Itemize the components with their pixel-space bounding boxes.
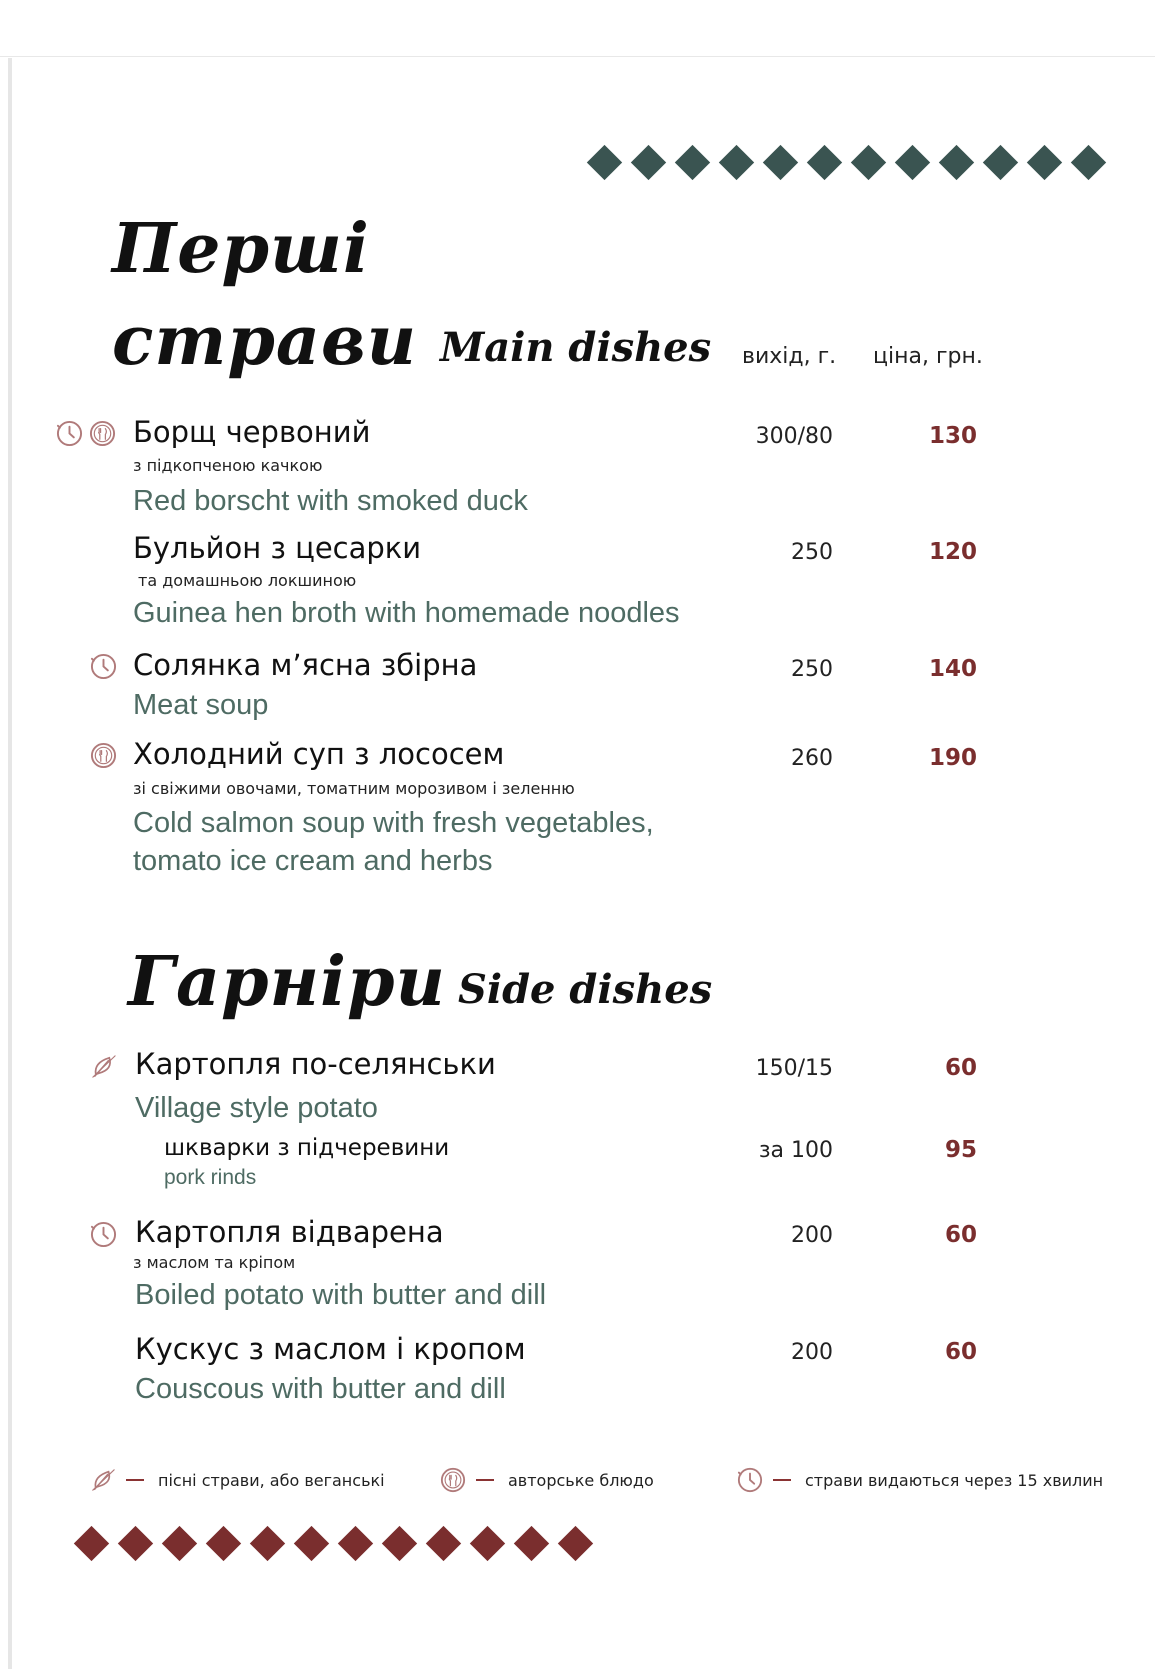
diamond-ornament bbox=[895, 145, 930, 180]
main-section-subtitle: Main dishes bbox=[440, 324, 712, 371]
diamond-ornament bbox=[338, 1526, 373, 1561]
dish-name: Холодний суп з лососем bbox=[133, 737, 505, 771]
dish-price: 60 bbox=[944, 1222, 977, 1248]
clock-icon bbox=[56, 420, 83, 447]
dish-price: 130 bbox=[928, 423, 977, 449]
legend-signature bbox=[440, 1467, 654, 1493]
diamond-ornament bbox=[939, 145, 974, 180]
price-column-header: ціна, грн. bbox=[873, 344, 983, 369]
dish-english-name: Red borscht with smoked duck bbox=[133, 485, 528, 517]
side-section-subtitle: Side dishes bbox=[458, 966, 713, 1013]
diamond-ornament bbox=[587, 145, 622, 180]
dish-english-name-line1: Cold salmon soup with fresh vegetables, bbox=[133, 807, 654, 839]
legend-dash bbox=[126, 1479, 144, 1481]
clock-icon bbox=[90, 1221, 117, 1248]
dish-weight: 300/80 bbox=[755, 424, 833, 449]
dish-price: 60 bbox=[944, 1339, 977, 1365]
legend-text: страви видаються через 15 хвилин bbox=[805, 1470, 1104, 1490]
diamond-ornament bbox=[851, 145, 886, 180]
dish-note: та домашньою локшиною bbox=[138, 571, 357, 590]
top-diamond-border bbox=[592, 150, 1120, 175]
legend-text: пісні страви, або веганські bbox=[158, 1470, 385, 1490]
dish-price: 60 bbox=[944, 1055, 977, 1081]
diamond-ornament bbox=[162, 1526, 197, 1561]
dish-icons bbox=[56, 420, 116, 447]
legend-dash bbox=[476, 1479, 494, 1481]
diamond-ornament bbox=[631, 145, 666, 180]
dish-english-name: Village style potato bbox=[135, 1092, 378, 1124]
clock-icon bbox=[737, 1467, 763, 1493]
diamond-ornament bbox=[983, 145, 1018, 180]
clock-icon bbox=[90, 653, 117, 680]
dish-price: 95 bbox=[944, 1137, 977, 1163]
weight-column-header: вихід, г. bbox=[742, 344, 837, 369]
signature-dish-icon bbox=[440, 1467, 466, 1493]
dish-price: 190 bbox=[928, 745, 977, 771]
bottom-diamond-border bbox=[79, 1531, 607, 1556]
top-divider bbox=[0, 56, 1155, 57]
diamond-ornament bbox=[1071, 145, 1106, 180]
diamond-ornament bbox=[514, 1526, 549, 1561]
legend-dash bbox=[773, 1479, 791, 1481]
main-section-title-line2: страви bbox=[112, 301, 418, 381]
diamond-ornament bbox=[382, 1526, 417, 1561]
dish-english-name-line2: tomato ice cream and herbs bbox=[133, 845, 493, 877]
main-section-title-line1: Перші bbox=[112, 209, 370, 289]
vegan-leaf-icon bbox=[90, 1053, 117, 1080]
dish-addon-english-name: pork rinds bbox=[164, 1166, 257, 1189]
side-section-title: Гарніри bbox=[128, 942, 446, 1022]
dish-weight: 260 bbox=[791, 746, 833, 771]
dish-english-name: Couscous with butter and dill bbox=[135, 1373, 506, 1405]
diamond-ornament bbox=[294, 1526, 329, 1561]
dish-weight: за 100 bbox=[758, 1138, 833, 1163]
dish-weight: 200 bbox=[791, 1223, 833, 1248]
diamond-ornament bbox=[719, 145, 754, 180]
dish-english-name: Boiled potato with butter and dill bbox=[135, 1279, 547, 1311]
legend-vegan bbox=[90, 1467, 385, 1493]
signature-dish-icon bbox=[89, 420, 116, 447]
diamond-ornament bbox=[470, 1526, 505, 1561]
dish-note: зі свіжими овочами, томатним морозивом і зеленню bbox=[133, 779, 575, 798]
dish-weight: 250 bbox=[791, 657, 833, 682]
diamond-ornament bbox=[1027, 145, 1062, 180]
dish-name: Солянка м’ясна збірна bbox=[133, 648, 478, 682]
dish-note: з маслом та кріпом bbox=[133, 1253, 296, 1272]
legend-clock bbox=[737, 1467, 1103, 1493]
vegan-leaf-icon bbox=[90, 1467, 116, 1493]
dish-english-name: Guinea hen broth with homemade noodles bbox=[133, 597, 680, 629]
dish-name: Бульйон з цесарки bbox=[133, 531, 422, 565]
diamond-ornament bbox=[206, 1526, 241, 1561]
dish-name: Кускус з маслом і кропом bbox=[135, 1332, 526, 1366]
dish-name: Картопля по-селянськи bbox=[135, 1047, 496, 1081]
diamond-ornament bbox=[558, 1526, 593, 1561]
diamond-ornament bbox=[675, 145, 710, 180]
diamond-ornament bbox=[118, 1526, 153, 1561]
signature-dish-icon bbox=[90, 742, 117, 769]
left-edge-rule bbox=[8, 58, 12, 1669]
dish-icons bbox=[90, 1053, 117, 1080]
dish-note: з підкопченою качкою bbox=[133, 456, 323, 475]
dish-weight: 250 bbox=[791, 540, 833, 565]
diamond-ornament bbox=[426, 1526, 461, 1561]
dish-price: 140 bbox=[928, 656, 977, 682]
dish-addon-name: шкварки з підчеревини bbox=[164, 1135, 450, 1161]
dish-name: Картопля відварена bbox=[135, 1215, 444, 1249]
diamond-ornament bbox=[250, 1526, 285, 1561]
dish-english-name: Meat soup bbox=[133, 689, 269, 721]
dish-icons bbox=[90, 742, 117, 769]
dish-weight: 200 bbox=[791, 1340, 833, 1365]
dish-name: Борщ червоний bbox=[133, 415, 371, 449]
dish-icons bbox=[90, 1221, 117, 1248]
dish-weight: 150/15 bbox=[755, 1056, 833, 1081]
diamond-ornament bbox=[807, 145, 842, 180]
legend-text: авторське блюдо bbox=[508, 1470, 654, 1490]
diamond-ornament bbox=[74, 1526, 109, 1561]
dish-icons bbox=[90, 653, 117, 680]
dish-price: 120 bbox=[928, 539, 977, 565]
diamond-ornament bbox=[763, 145, 798, 180]
